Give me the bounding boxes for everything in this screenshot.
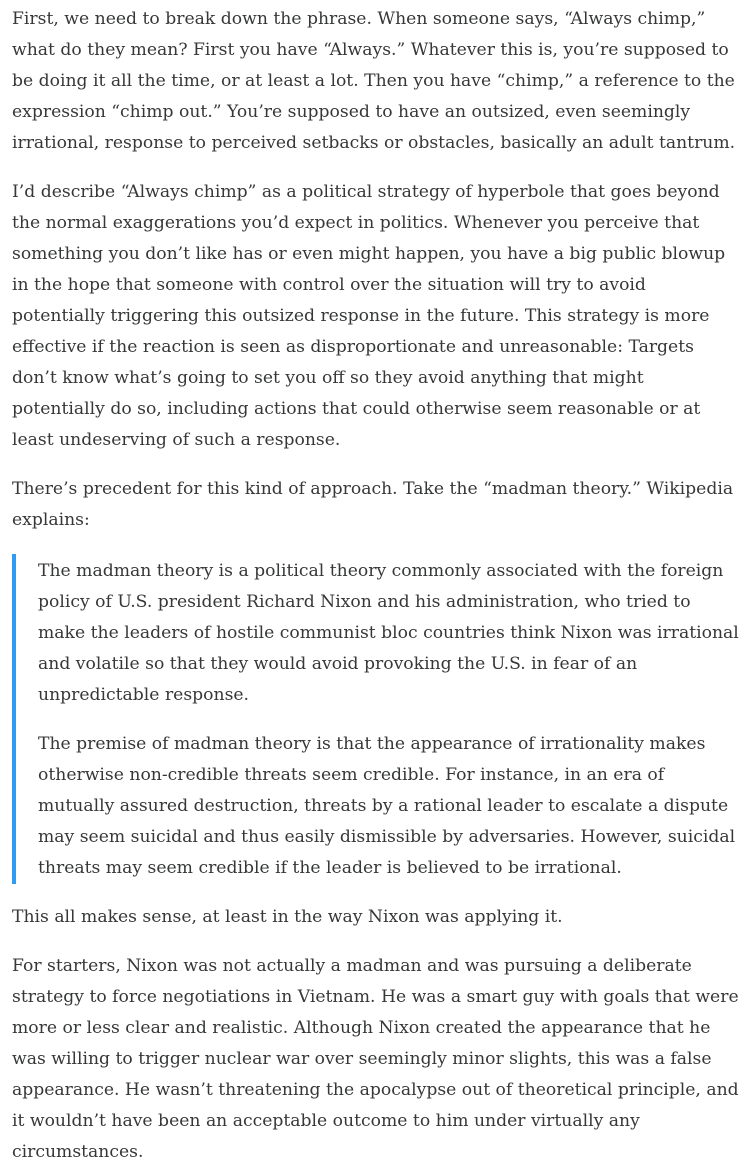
quote-paragraph-premise: The premise of madman theory is that the appearance of irrationality makes otherwise non-credible threats seem credible. For instance, in an era of mutually assured destruction, threats by a rational leader to escalate a dispute may seem suicidal and thus easily dismissible by adversaries. However, suicidal threats may seem credible if the leader is believed to be irrational. — [38, 734, 736, 878]
paragraph-nixon-strategy: For starters, Nixon was not actually a madman and was pursuing a deliberate strategy to force negotiations in Vietnam. He was a smart guy with goals that were more or less clear and realistic. Although Nixon created the appearance that he was willing to trigger nuclear war over seemingly minor slights, this was a false appearance. He wasn’t threatening the apocalypse out of theoretical principle, and it wouldn’t have been an acceptable outcome to him under virtually any circumstances. — [12, 956, 739, 1162]
quote-paragraph-definition: The madman theory is a political theory commonly associated with the foreign policy of U.S. president Richard Nixon and his administration, who tried to make the leaders of hostile communist bloc countries think Nixon was irrational and volatile so that they would avoid provoking the U.S. in fear of an unpredictable response. — [38, 561, 739, 705]
paragraph-strategy-description: I’d describe “Always chimp” as a political strategy of hyperbole that goes beyond the normal exaggerations you’d expect in politics. Whenever you perceive that something you don’t like has or even might happen, you have a big public blowup in the hope that someone with control over the situation will try to avoid potentially triggering this outsized response in the future. This strategy is more effective if the reaction is seen as disproportionate and unreasonable: Targets don’t know what’s going to set you off so they avoid anything that might potentially do so, including actions that could otherwise seem reasonable or at least undeserving of such a response. — [12, 182, 726, 450]
paragraph-phrase-breakdown: First, we need to break down the phrase. When someone says, “Always chimp,” what do they mean? First you have “Always.” Whatever this is, you’re supposed to be doing it all the time, or at least a lot. Then you have “chimp,” a reference to the expression “chimp out.” You’re supposed to have an outsized, even seemingly irrational, response to perceived setbacks or obstacles, basically an adult tantrum. — [12, 9, 736, 153]
paragraph-precedent-intro: There’s precedent for this kind of approach. Take the “madman theory.” Wikipedia explains: — [12, 479, 734, 530]
paragraph-makes-sense: This all makes sense, at least in the way Nixon was applying it. — [12, 907, 563, 927]
wikipedia-blockquote — [12, 554, 739, 884]
